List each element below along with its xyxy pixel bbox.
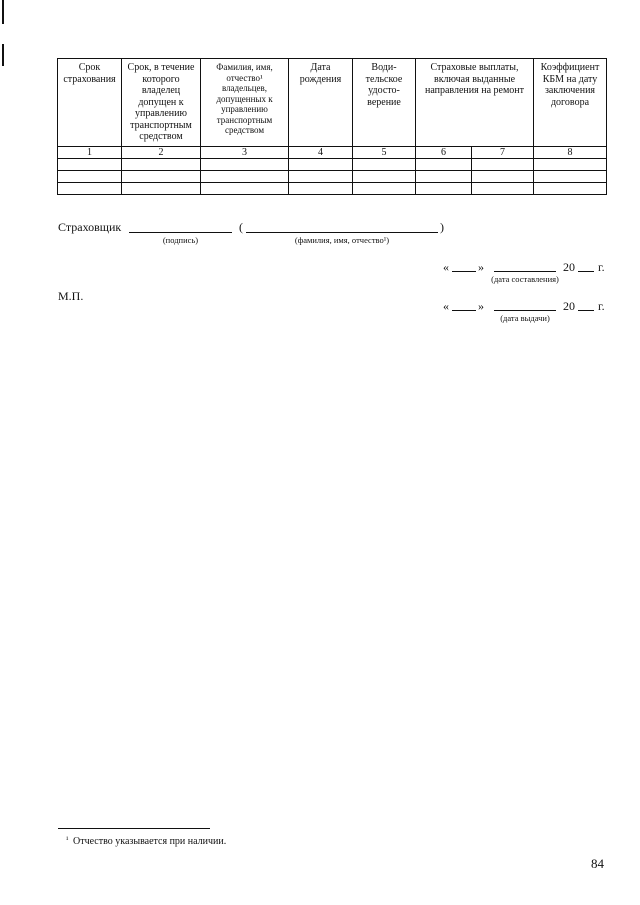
column-number: 7 xyxy=(472,147,534,159)
table-cell[interactable] xyxy=(416,159,472,171)
header-owner-names: Фамилия, имя, отчество¹ владельцев, допущенных к управлению транспортным средством xyxy=(201,59,289,147)
header-driver-license: Води-тельское удосто-верение xyxy=(353,59,416,147)
table-cell[interactable] xyxy=(289,183,353,195)
stamp-placeholder: М.П. xyxy=(58,289,84,303)
date-issued-year-suffix: г. xyxy=(598,299,605,313)
table-cell[interactable] xyxy=(416,171,472,183)
table-cell[interactable] xyxy=(353,171,416,183)
footnote-marker: ¹ xyxy=(66,835,69,844)
table-cell[interactable] xyxy=(58,183,122,195)
date-compiled-year-prefix: 20 xyxy=(563,260,575,274)
header-driving-permit-term: Срок, в течение которого владелец допущен к управлению транспортным средством xyxy=(122,59,201,147)
header-kbm-coefficient: Коэффициент КБМ на дату заключения договора xyxy=(534,59,607,147)
open-paren: ( xyxy=(239,220,243,234)
date-issued-day-field[interactable] xyxy=(452,310,476,311)
table-cell[interactable] xyxy=(472,159,534,171)
table-row xyxy=(58,171,607,183)
table-cell[interactable] xyxy=(472,183,534,195)
column-number-row xyxy=(58,147,607,159)
column-number: 3 xyxy=(201,147,289,159)
table-row xyxy=(58,159,607,171)
table-cell[interactable] xyxy=(122,183,201,195)
close-paren: ) xyxy=(440,220,444,234)
date-compiled-close-quote: » xyxy=(478,260,484,274)
date-compiled-caption: (дата составления) xyxy=(491,274,559,284)
footnote-separator xyxy=(58,828,210,829)
insurer-name-caption: (фамилия, имя, отчество¹) xyxy=(294,235,390,245)
date-issued-year-prefix: 20 xyxy=(563,299,575,313)
column-number: 6 xyxy=(416,147,472,159)
margin-mark xyxy=(2,44,4,66)
insurer-label: Страховщик xyxy=(58,220,122,234)
date-compiled-year-field[interactable] xyxy=(578,271,594,272)
column-number: 2 xyxy=(122,147,201,159)
date-issued-year-field[interactable] xyxy=(578,310,594,311)
table-cell[interactable] xyxy=(201,159,289,171)
table-cell[interactable] xyxy=(122,159,201,171)
column-number: 5 xyxy=(353,147,416,159)
header-birth-date: Дата рождения xyxy=(289,59,353,147)
table-cell[interactable] xyxy=(289,159,353,171)
date-compiled-month-field[interactable] xyxy=(494,271,556,272)
date-compiled-day-field[interactable] xyxy=(452,271,476,272)
table-cell[interactable] xyxy=(353,159,416,171)
column-number: 1 xyxy=(58,147,122,159)
footnote-text: Отчество указывается при наличии. xyxy=(73,836,227,847)
date-compiled-year-suffix: г. xyxy=(598,260,605,274)
table-cell[interactable] xyxy=(201,183,289,195)
insurer-name-field[interactable] xyxy=(246,232,438,233)
page-number: 84 xyxy=(591,856,604,871)
table-cell[interactable] xyxy=(534,159,607,171)
table-cell[interactable] xyxy=(58,171,122,183)
date-issued-open-quote: « xyxy=(443,299,449,313)
header-row xyxy=(58,59,607,147)
table-row xyxy=(58,183,607,195)
signature-field[interactable] xyxy=(129,232,232,233)
column-number: 8 xyxy=(534,147,607,159)
table-cell[interactable] xyxy=(122,171,201,183)
column-number: 4 xyxy=(289,147,353,159)
date-issued-close-quote: » xyxy=(478,299,484,313)
date-issued-month-field[interactable] xyxy=(494,310,556,311)
table-cell[interactable] xyxy=(353,183,416,195)
table-cell[interactable] xyxy=(289,171,353,183)
table-cell[interactable] xyxy=(472,171,534,183)
insurance-history-table xyxy=(57,58,607,195)
header-insurance-payouts: Страховые выплаты, включая выданные направления на ремонт xyxy=(416,59,534,147)
signature-caption: (подпись) xyxy=(162,235,199,245)
table-cell[interactable] xyxy=(58,159,122,171)
table-cell[interactable] xyxy=(534,183,607,195)
table-cell[interactable] xyxy=(416,183,472,195)
table-cell[interactable] xyxy=(201,171,289,183)
date-issued-caption: (дата выдачи) xyxy=(500,313,550,323)
date-compiled-open-quote: « xyxy=(443,260,449,274)
table-cell[interactable] xyxy=(534,171,607,183)
header-insurance-term: Срок страхования xyxy=(58,59,122,147)
margin-mark xyxy=(2,0,4,24)
